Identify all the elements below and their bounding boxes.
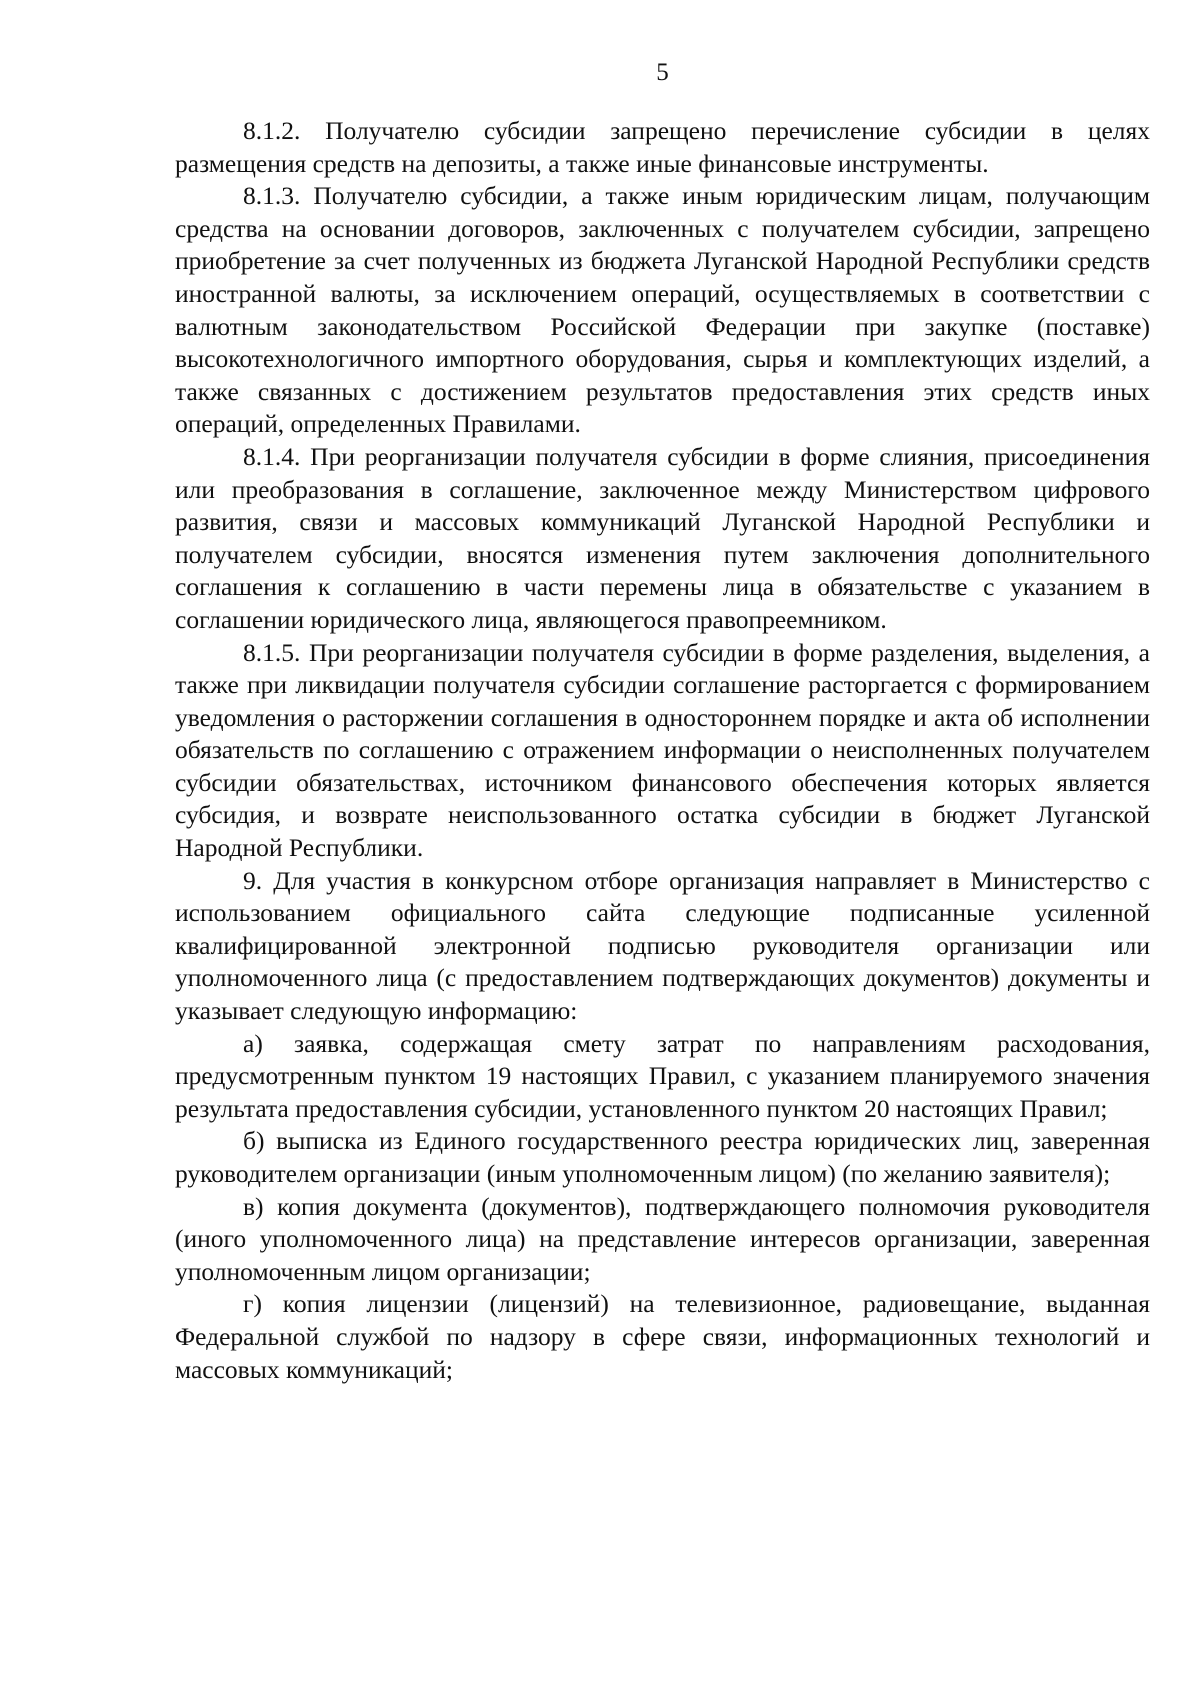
paragraph-8-1-5: 8.1.5. При реорганизации получателя субсидии в форме разделения, выделения, а также при ликвидации получателя субсидии соглашение расторгается с формированием уведомления о расторжении соглашения в одностороннем порядке и акта об исполнении обязательств по соглашению с отражением информации о неисполненных получателем субсидии обязательствах, источником финансового обеспечения которых является субсидия, и возврате неиспользованного остатка субсидии в бюджет Луганской Народной Республики.: [175, 637, 1150, 863]
list-item-a: а) заявка, содержащая смету затрат по направлениям расходования, предусмотренным пунктом 19 настоящих Правил, с указанием планируемого значения результата предоставления субсидии, установленного пунктом 20 настоящих Правил;: [175, 1028, 1150, 1123]
paragraph-8-1-4: 8.1.4. При реорганизации получателя субсидии в форме слияния, присоединения или преобразования в соглашение, заключенное между Министерством цифрового развития, связи и массовых коммуникаций Луганской Народной Республики и получателем субсидии, вносятся изменения путем заключения дополнительного соглашения к соглашению в части перемены лица в обязательстве с указанием в соглашении юридического лица, являющегося правопреемником.: [175, 441, 1150, 634]
document-body: [175, 115, 1150, 1386]
list-item-v: в) копия документа (документов), подтверждающего полномочия руководителя (иного уполномоченного лица) на представление интересов организации, заверенная уполномоченным лицом организации;: [175, 1191, 1150, 1286]
paragraph-9: 9. Для участия в конкурсном отборе организация направляет в Министерство с использованием официального сайта следующие подписанные усиленной квалифицированной электронной подписью руководителя организации или уполномоченного лица (с предоставлением подтверждающих документов) документы и указывает следующую информацию:: [175, 865, 1150, 1026]
list-item-g: г) копия лицензии (лицензий) на телевизионное, радиовещание, выданная Федеральной службой по надзору в сфере связи, информационных технологий и массовых коммуникаций;: [175, 1289, 1150, 1384]
paragraph-8-1-2: 8.1.2. Получателю субсидии запрещено перечисление субсидии в целях размещения средств на депозиты, а также иные финансовые инструменты.: [175, 116, 1150, 178]
list-item-b: б) выписка из Единого государственного реестра юридических лиц, заверенная руководителем организации (иным уполномоченным лицом) (по желанию заявителя);: [175, 1126, 1150, 1188]
paragraph-8-1-3: 8.1.3. Получателю субсидии, а также иным юридическим лицам, получающим средства на основании договоров, заключенных с получателем субсидии, запрещено приобретение за счет полученных из бюджета Луганской Народной Республики средств иностранной валюты, за исключением операций, осуществляемых в соответствии с валютным законодательством Российской Федерации при закупке (поставке) высокотехнологичного импортного оборудования, сырья и комплектующих изделий, а также связанных с достижением результатов предоставления этих средств иных операций, определенных Правилами.: [175, 181, 1150, 439]
page-number: 5: [656, 59, 669, 86]
